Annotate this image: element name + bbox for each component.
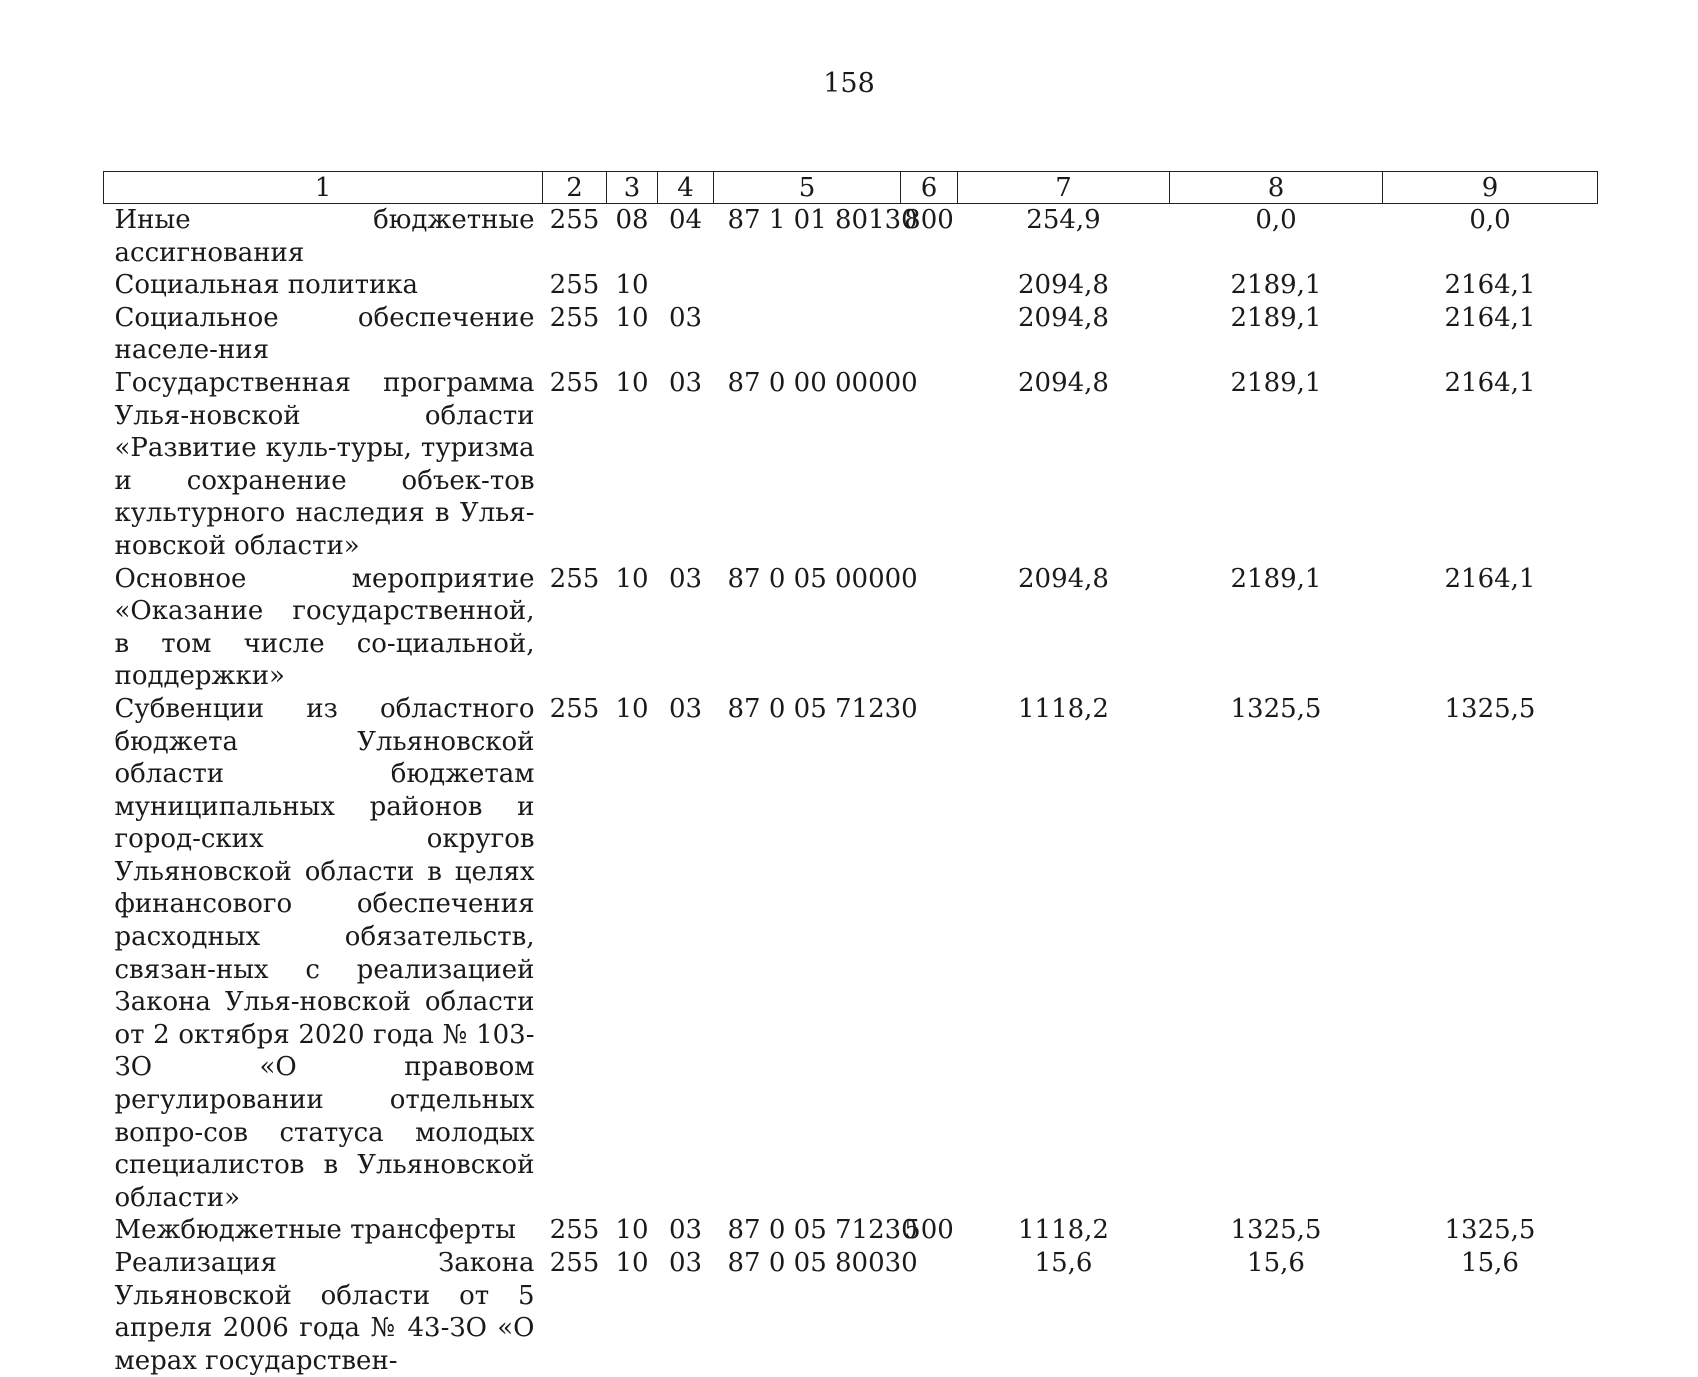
cell-col5: 87 0 05 80030 [714,1247,901,1377]
cell-col3: 10 [607,693,658,1215]
row-name: Социальная политика [104,269,543,302]
cell-col5 [714,302,901,367]
cell-col7: 1118,2 [958,1214,1170,1247]
column-header-7: 7 [958,172,1170,204]
cell-col8: 0,0 [1170,204,1383,270]
row-name: Иные бюджетные ассигнования [104,204,543,270]
header-row [104,172,1598,204]
cell-col3: 10 [607,302,658,367]
cell-col9: 2164,1 [1383,563,1598,693]
cell-col6 [901,302,958,367]
row-name: Основное мероприятие «Оказание государственной, в том числе со-циальной, поддержки» [104,563,543,693]
column-header-9: 9 [1383,172,1598,204]
cell-col3: 10 [607,367,658,563]
cell-col3: 10 [607,1214,658,1247]
cell-col7: 15,6 [958,1247,1170,1377]
cell-col4 [658,269,714,302]
cell-col9: 2164,1 [1383,302,1598,367]
cell-col6: 800 [901,204,958,270]
cell-col3: 08 [607,204,658,270]
cell-col4: 03 [658,693,714,1215]
column-header-4: 4 [658,172,714,204]
table-row [104,563,1598,693]
row-name: Межбюджетные трансферты [104,1214,543,1247]
cell-col7: 254,9 [958,204,1170,270]
table-row [104,693,1598,1215]
cell-col7: 2094,8 [958,269,1170,302]
cell-col9: 0,0 [1383,204,1598,270]
cell-col4: 03 [658,367,714,563]
row-name: Реализация Закона Ульяновской области от 5 апреля 2006 года № 43-ЗО «О мерах государствен- [104,1247,543,1377]
cell-col2: 255 [543,1214,607,1247]
cell-col2: 255 [543,204,607,270]
cell-col4: 03 [658,302,714,367]
cell-col8: 2189,1 [1170,563,1383,693]
page-number: 158 [0,68,1698,100]
cell-col8: 1325,5 [1170,1214,1383,1247]
table-header [104,172,1598,204]
table-body [104,204,1598,1377]
table-row [104,1247,1598,1377]
cell-col7: 2094,8 [958,302,1170,367]
table-row [104,204,1598,270]
cell-col8: 2189,1 [1170,302,1383,367]
column-header-6: 6 [901,172,958,204]
cell-col7: 2094,8 [958,563,1170,693]
cell-col3: 10 [607,1247,658,1377]
cell-col9: 2164,1 [1383,269,1598,302]
table-row [104,367,1598,563]
table-row [104,269,1598,302]
budget-table [103,171,1598,1377]
cell-col4: 04 [658,204,714,270]
table-row [104,302,1598,367]
cell-col3: 10 [607,269,658,302]
cell-col9: 1325,5 [1383,1214,1598,1247]
column-header-3: 3 [607,172,658,204]
cell-col4: 03 [658,1247,714,1377]
row-name: Субвенции из областного бюджета Ульяновской области бюджетам муниципальных районов и город-ских округов Ульяновской области в целях финансового обеспечения расходных обязательств, связан-ных с реализацией Закона Улья-новской области от 2 октября 2020 года № 103-ЗО «О правовом регулировании отдельных вопро-сов статуса молодых специалистов в Ульяновской области» [104,693,543,1215]
cell-col2: 255 [543,302,607,367]
cell-col7: 1118,2 [958,693,1170,1215]
cell-col9: 1325,5 [1383,693,1598,1215]
cell-col2: 255 [543,367,607,563]
cell-col6: 500 [901,1214,958,1247]
cell-col8: 2189,1 [1170,367,1383,563]
row-name: Социальное обеспечение населе-ния [104,302,543,367]
cell-col4: 03 [658,563,714,693]
cell-col6 [901,269,958,302]
cell-col3: 10 [607,563,658,693]
cell-col8: 2189,1 [1170,269,1383,302]
cell-col2: 255 [543,693,607,1215]
cell-col5: 87 0 05 00000 [714,563,901,693]
cell-col9: 2164,1 [1383,367,1598,563]
cell-col4: 03 [658,1214,714,1247]
cell-col2: 255 [543,269,607,302]
column-header-8: 8 [1170,172,1383,204]
column-header-1: 1 [104,172,543,204]
cell-col5: 87 0 05 71230 [714,693,901,1215]
column-header-5: 5 [714,172,901,204]
cell-col5 [714,269,901,302]
cell-col2: 255 [543,563,607,693]
cell-col6 [901,693,958,1215]
table-row [104,1214,1598,1247]
row-name: Государственная программа Улья-новской области «Развитие куль-туры, туризма и сохранение объек-тов культурного наследия в Улья-новской области» [104,367,543,563]
cell-col5: 87 1 01 80130 [714,204,901,270]
cell-col2: 255 [543,1247,607,1377]
cell-col8: 1325,5 [1170,693,1383,1215]
cell-col5: 87 0 05 71230 [714,1214,901,1247]
cell-col8: 15,6 [1170,1247,1383,1377]
cell-col5: 87 0 00 00000 [714,367,901,563]
cell-col9: 15,6 [1383,1247,1598,1377]
column-header-2: 2 [543,172,607,204]
cell-col7: 2094,8 [958,367,1170,563]
